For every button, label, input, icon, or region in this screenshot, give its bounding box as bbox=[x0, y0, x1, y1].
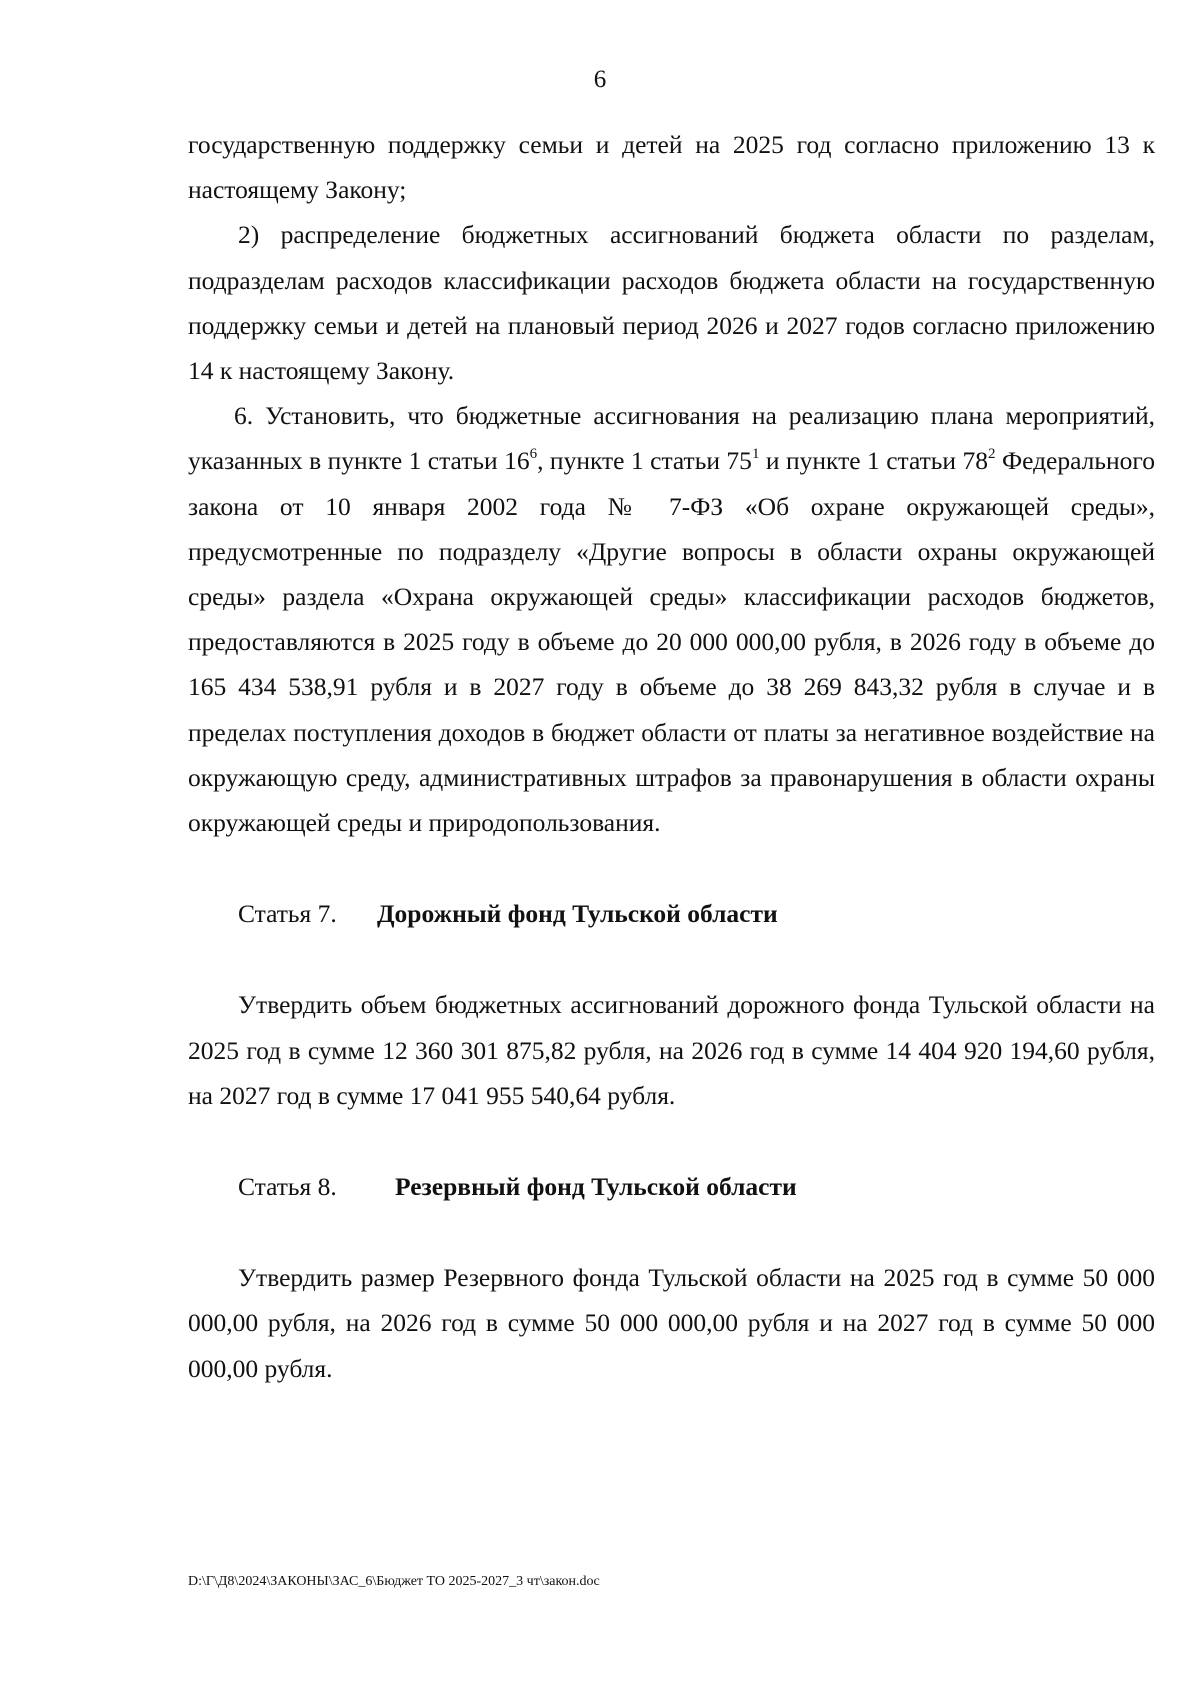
article-8-heading bbox=[188, 1164, 1155, 1209]
env-superscript-1: 6 bbox=[529, 445, 538, 462]
article-7-text: Утвердить объем бюджетных ассигнований дорожного фонда Тульской области на 2025 год в сумме 12 360 301 875,82 рубля, на 2026 год в сумме 14 404 920 194,60 рубля, на 2027 год в сумме 17 041 955 540,64 рубля. bbox=[188, 990, 1155, 1110]
env-text-part1: 6. Установить, что бюджетные ассигнования на реализацию плана мероприятий, указанных в пункте 1 статьи 16 bbox=[188, 401, 1155, 476]
paragraph-family-support-2025: государственную поддержку семьи и детей на 2025 год согласно приложению 13 к настоящему Закону; bbox=[188, 130, 1155, 205]
article-7-heading bbox=[188, 891, 1155, 936]
article-7-title: Дорожный фонд Тульской области bbox=[377, 899, 778, 929]
env-superscript-3: 2 bbox=[988, 445, 996, 462]
article-8-text: Утвердить размер Резервного фонда Тульской области на 2025 год в сумме 50 000 000,00 рубля, на 2026 год в сумме 50 000 000,00 рубля и на 2027 год в сумме 50 000 000,00 рубля. bbox=[188, 1263, 1155, 1383]
footer-file-path: D:\Г\Д8\2024\ЗАКОНЫ\ЗАС_6\Бюджет ТО 2025-2027_3 чт\закон.doc bbox=[188, 1574, 600, 1589]
env-superscript-2: 1 bbox=[751, 445, 760, 462]
article-7-label: Статья 7. bbox=[238, 899, 337, 929]
document-body bbox=[188, 122, 1155, 1391]
env-text-part4: Федерального закона от 10 января 2002 года № 7-ФЗ «Об охране окружающей среды», предусмотренные по подразделу «Другие вопросы в области охраны окружающей среды» раздела «Охрана окружающей среды» классификации расходов бюджетов, предоставляются в 2025 году в объеме до 20 000 000,00 рубля, в 2026 году в объеме до 165 434 538,91 рубля и в 2027 году в объеме до 38 269 843,32 рубля в случае и в пределах поступления доходов в бюджет области от платы за негативное воздействие на окружающую среду, административных штрафов за правонарушения в области охраны окружающей среды и природопользования. bbox=[188, 446, 1155, 838]
article-8-label: Статья 8. bbox=[238, 1172, 337, 1202]
paragraph-environment-allocations bbox=[188, 393, 1155, 845]
page-number: 6 bbox=[593, 66, 607, 93]
article-8-title: Резервный фонд Тульской области bbox=[395, 1172, 797, 1202]
env-text-part2: , пункте 1 статьи 75 bbox=[537, 446, 752, 476]
env-text-part3: и пункте 1 статьи 78 bbox=[759, 446, 988, 476]
paragraph-family-support-planning: 2) распределение бюджетных ассигнований бюджета области по разделам, подразделам расходов классификации расходов бюджета области на государственную поддержку семьи и детей на плановый период 2026 и 2027 годов согласно приложению 14 к настоящему Закону. bbox=[188, 220, 1155, 386]
